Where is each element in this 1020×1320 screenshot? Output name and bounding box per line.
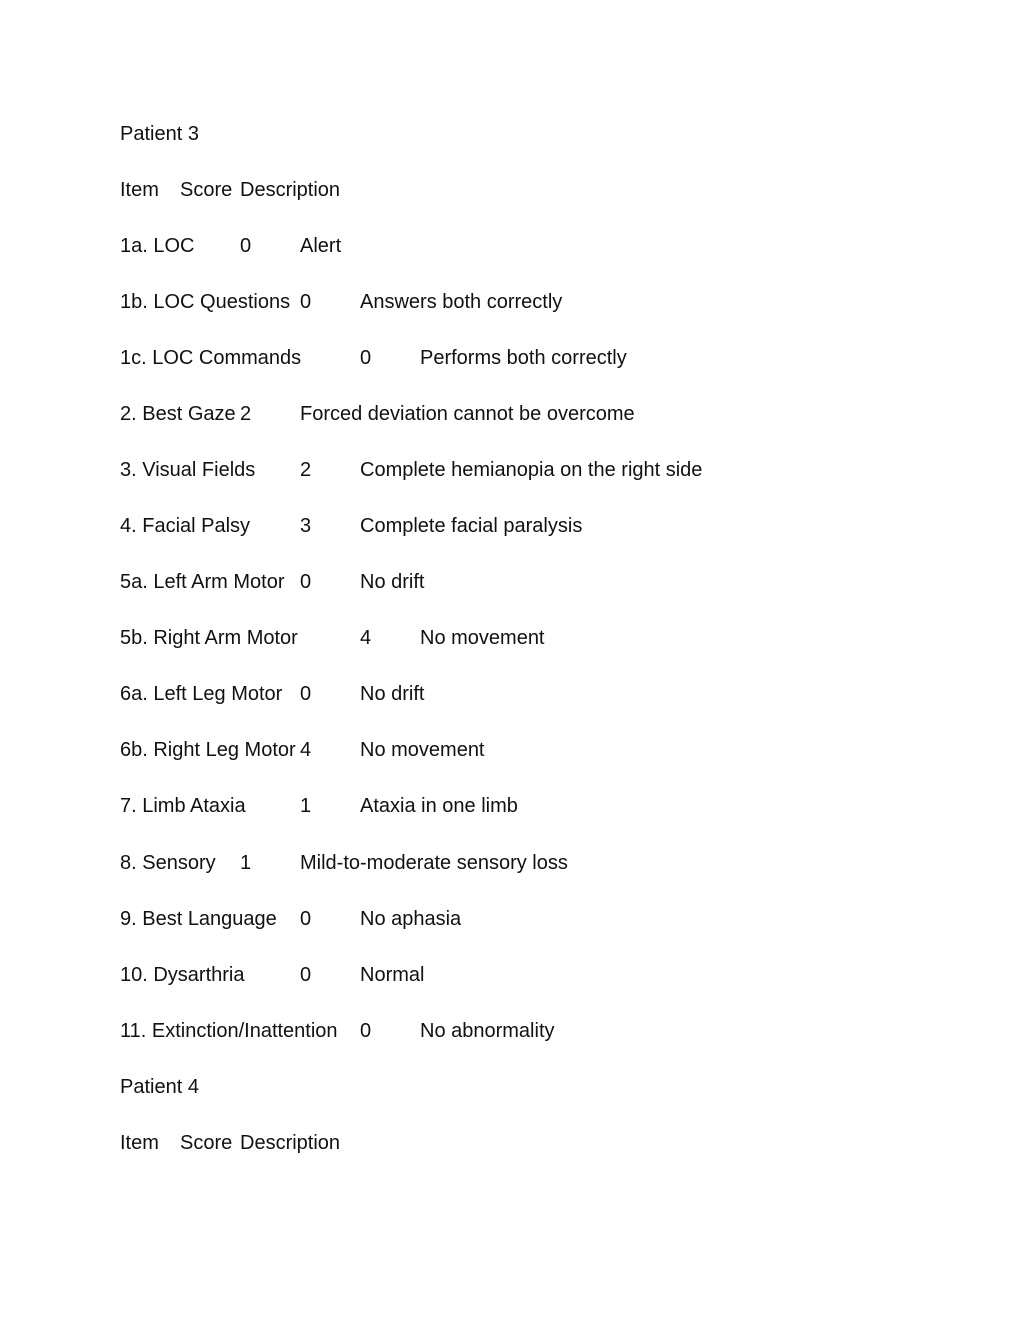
patient-3-heading: Patient 3 bbox=[120, 123, 199, 145]
patient-4-heading: Patient 4 bbox=[120, 1076, 199, 1098]
document-page: Patient 3 Item Score Description 1a. LOC 0 Alert 1b. LOC Questions 0 Answers both correctly 1c. LOC Commands 0 Performs both correctly 2. Best Gaze 2 Forced deviation cannot be overcome 3. Visual Fields 2 Complete hemianopia on the right side 4. Facial Palsy 3 Complete facial paralysis 5a. Left Arm Motor 0 No drift 5b. Right Arm Motor 4 No movement 6a. Left Leg Motor 0 No drift 6b. Right Leg Motor 4 No movement 7. Limb Ataxia 1 Ataxia in one limb 8. Sensory 1 Mild-to-moderate sensory loss 9. Best Language 0 No aphasia 10. Dysarthria 0 Normal 11. Extinction/Inattention 0 No abnormality Patient 4 Item Score Description bbox=[0, 0, 1020, 1320]
